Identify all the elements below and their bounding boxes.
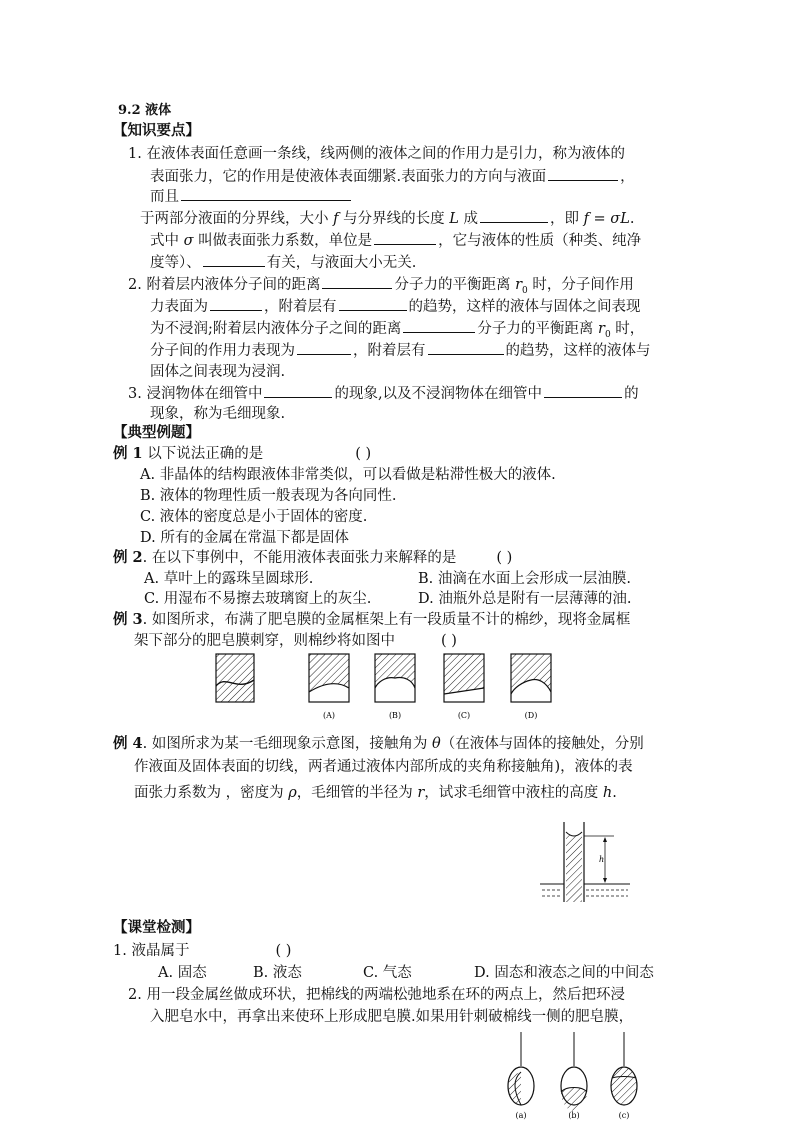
examples-heading: 【典型例题】 xyxy=(113,424,200,441)
option: A. 草叶上的露珠呈圆球形. xyxy=(144,571,314,587)
knowledge-line: 度等）、 有关，与液面大小无关. xyxy=(150,252,416,273)
example-3-cont: 架下部分的肥皂膜刺穿，则棉纱将如图中 ( ) xyxy=(134,633,457,649)
frame-original xyxy=(216,654,254,702)
example-4-cont: 面张力系数为 ，密度为 ρ，毛细管的半径为 r，试求毛细管中液柱的高度 h. xyxy=(134,785,617,801)
knowledge-line: 现象，称为毛细现象. xyxy=(150,406,286,422)
knowledge-heading: 【知识要点】 xyxy=(113,122,200,139)
film-frame-diagrams xyxy=(214,652,554,724)
example-4-cont: 作液面及固体表面的切线，两者通过液体内部所成的夹角称接触角)，液体的表 xyxy=(134,759,633,775)
option: D. 油瓶外总是附有一层薄薄的油. xyxy=(418,591,632,607)
frame-option-a xyxy=(309,654,349,702)
example-1: 例 1 以下说法正确的是 ( ) xyxy=(113,445,372,462)
caption-b: (B) xyxy=(388,711,402,720)
caption-ring-a: (a) xyxy=(515,1111,527,1120)
knowledge-line: 于两部分液面的分界线，大小 f 与分界线的长度 L 成 ，即 f = σL. xyxy=(140,208,634,229)
option: C. 用湿布不易擦去玻璃窗上的灰尘. xyxy=(144,591,372,607)
knowledge-line: 2. 附着层内液体分子间的距离 分子力的平衡距离 $r_0$ 时，分子间作用 xyxy=(128,274,634,301)
frame-option-d xyxy=(511,654,551,702)
check-q1: 1. 液晶属于 ( ) xyxy=(113,943,292,959)
knowledge-line: 1. 在液体表面任意画一条线，线两侧的液体之间的作用力是引力，称为液体的 xyxy=(128,146,625,162)
ring-a xyxy=(508,1032,534,1105)
option: D. 所有的金属在常温下都是固体 xyxy=(140,530,349,546)
knowledge-line: 为不浸润;附着层内液体分子之间的距离 分子力的平衡距离 $r_0$ 时， xyxy=(150,318,644,345)
check-q2-cont: 入肥皂水中，再拿出来使环上形成肥皂膜.如果用针刺破棉线一侧的肥皂膜， xyxy=(150,1009,634,1025)
section-title: 9.2 液体 xyxy=(118,103,172,118)
knowledge-line: 力表面为 ，附着层有 的趋势，这样的液体与固体之间表现 xyxy=(150,296,641,317)
ring-b xyxy=(561,1032,587,1111)
knowledge-line: 表面张力，它的作用是使液体表面绷紧.表面张力的方向与液面 ， xyxy=(150,166,635,187)
caption-d: (D) xyxy=(524,711,538,720)
knowledge-line: 3. 浸润物体在细管中 的现象,以及不浸润物体在细管中 的 xyxy=(128,383,639,404)
option: A. 非晶体的结构跟液体非常类似，可以看做是粘滞性极大的液体. xyxy=(140,467,556,483)
option: B. 油滴在水面上会形成一层油膜. xyxy=(418,571,631,587)
example-3: 例 3. 如图所求，布满了肥皂膜的金属框架上有一段质量不计的棉纱，现将金属框 xyxy=(113,611,631,628)
option: C. 气态 xyxy=(363,965,412,981)
option: D. 固态和液态之间的中间态 xyxy=(474,965,654,981)
ring-diagrams xyxy=(502,1032,642,1120)
frame-option-b xyxy=(375,654,415,702)
check-q2: 2. 用一段金属丝做成环状，把棉线的两端松弛地系在环的两点上，然后把环浸 xyxy=(128,987,625,1003)
check-heading: 【课堂检测】 xyxy=(113,919,200,936)
option: A. 固态 xyxy=(158,965,207,981)
option: B. 液态 xyxy=(253,965,302,981)
ring-c xyxy=(611,1032,637,1105)
knowledge-line: 式中 σ 叫做表面张力系数，单位是 ，它与液体的性质（种类、纯净 xyxy=(150,230,641,251)
caption-ring-c: (c) xyxy=(618,1111,630,1120)
height-label: h xyxy=(599,855,605,864)
example-4: 例 4. 如图所求为某一毛细现象示意图，接触角为 θ（在液体与固体的接触处，分别 xyxy=(113,735,644,752)
knowledge-line: 而且 xyxy=(150,186,353,207)
capillary-diagram xyxy=(540,822,640,904)
knowledge-line: 固体之间表现为浸润. xyxy=(150,364,286,380)
option: B. 液体的物理性质一般表现为各向同性. xyxy=(140,488,397,504)
frame-option-c xyxy=(444,654,484,702)
caption-c: (C) xyxy=(457,711,471,720)
example-2: 例 2. 在以下事例中，不能用液体表面张力来解释的是 ( ) xyxy=(113,549,513,566)
caption-a: (A) xyxy=(322,711,336,720)
option: C. 液体的密度总是小于固体的密度. xyxy=(140,509,368,525)
knowledge-line: 分子间的作用力表现为 ，附着层有 的趋势，这样的液体与 xyxy=(150,340,651,361)
caption-ring-b: (b) xyxy=(568,1111,580,1120)
